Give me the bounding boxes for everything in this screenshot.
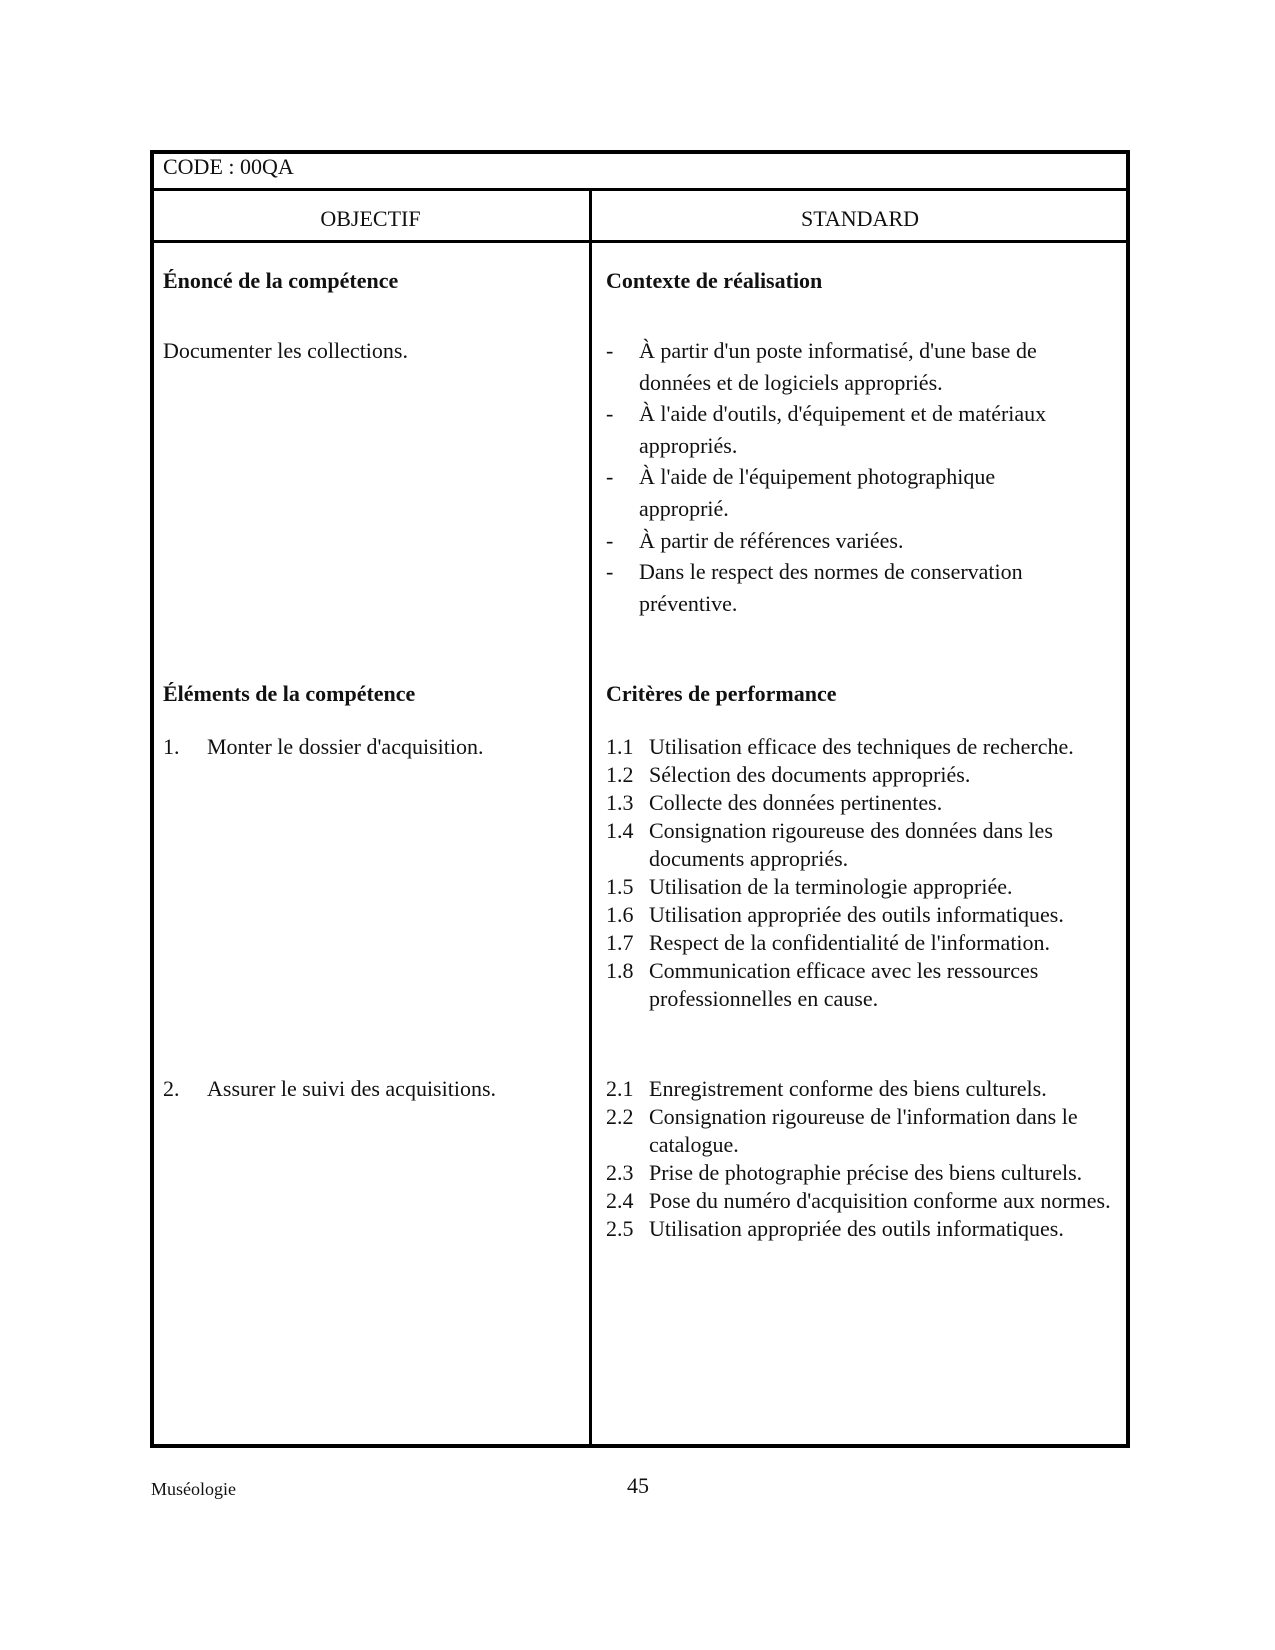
column-divider: [589, 188, 592, 1446]
item-text: À l'aide d'outils, d'équipement et de matériaux appropriés.: [639, 401, 1047, 458]
item-num: 1.2: [606, 762, 634, 787]
item-num: 1.6: [606, 902, 634, 927]
item-text: Dans le respect des normes de conservation préventive.: [639, 559, 1023, 616]
list-item: [606, 733, 1116, 761]
item-text: Utilisation appropriée des outils informatiques.: [649, 902, 1064, 927]
item-text: Utilisation appropriée des outils informatiques.: [649, 1216, 1064, 1241]
item-text: Utilisation de la terminologie appropriée.: [649, 874, 1013, 899]
list-item: [606, 817, 1116, 873]
item-num: 2.1: [606, 1076, 634, 1101]
list-item: [606, 1075, 1116, 1103]
list-item: [606, 335, 1076, 398]
list-item: [606, 901, 1116, 929]
item-num: 2.2: [606, 1104, 634, 1129]
element-1-text: Monter le dossier d'acquisition.: [207, 734, 484, 759]
list-item: [606, 873, 1116, 901]
item-num: 1.3: [606, 790, 634, 815]
item-text: À partir de références variées.: [639, 527, 904, 553]
list-item: [606, 761, 1116, 789]
bullet-mark: -: [606, 527, 614, 553]
item-num: 1.8: [606, 958, 634, 983]
code-label: CODE : 00QA: [163, 154, 294, 179]
list-item: [606, 556, 1076, 619]
enonce-title: Énoncé de la compétence: [163, 268, 399, 293]
item-num: 2.4: [606, 1188, 634, 1213]
item-text: Prise de photographie précise des biens culturels.: [649, 1160, 1083, 1185]
item-text: Pose du numéro d'acquisition conforme aux normes.: [649, 1188, 1111, 1213]
list-item: [606, 461, 1076, 524]
item-text: Communication efficace avec les ressources professionnelles en cause.: [649, 958, 1039, 1011]
item-text: À partir d'un poste informatisé, d'une base de données et de logiciels appropriés.: [639, 338, 1037, 395]
list-item: [606, 398, 1076, 461]
bullet-mark: -: [606, 401, 614, 427]
item-num: 1.4: [606, 818, 634, 843]
criteres-list-1: [606, 733, 1116, 1013]
criteres-title: Critères de performance: [606, 681, 837, 706]
list-item: [606, 789, 1116, 817]
bullet-mark: -: [606, 464, 614, 490]
element-2-text: Assurer le suivi des acquisitions.: [207, 1076, 497, 1101]
list-item: [606, 1215, 1116, 1243]
element-1-num: 1.: [163, 734, 180, 759]
list-item: [606, 929, 1116, 957]
item-text: Sélection des documents appropriés.: [649, 762, 971, 787]
bullet-mark: -: [606, 338, 614, 363]
bullet-mark: -: [606, 559, 614, 585]
item-num: 1.7: [606, 930, 634, 955]
list-item: [606, 1187, 1116, 1215]
criteres-list-2: [606, 1075, 1116, 1243]
enonce-text: Documenter les collections.: [163, 338, 408, 363]
page-number: 45: [627, 1473, 649, 1498]
elements-title: Éléments de la compétence: [163, 681, 416, 706]
item-num: 1.1: [606, 734, 634, 759]
contexte-list: [606, 335, 1076, 619]
element-2-num: 2.: [163, 1076, 180, 1101]
footer-title: Muséologie: [151, 1479, 236, 1499]
contexte-title: Contexte de réalisation: [606, 268, 823, 293]
item-text: Enregistrement conforme des biens culturels.: [649, 1076, 1047, 1101]
item-text: À l'aide de l'équipement photographique approprié.: [639, 464, 996, 521]
item-text: Collecte des données pertinentes.: [649, 790, 943, 815]
list-item: [606, 525, 1076, 557]
item-text: Consignation rigoureuse de l'information dans le catalogue.: [649, 1104, 1078, 1157]
list-item: [606, 1103, 1116, 1159]
header-standard: STANDARD: [800, 206, 920, 231]
item-text: Consignation rigoureuse des données dans les documents appropriés.: [649, 818, 1053, 871]
item-text: Utilisation efficace des techniques de recherche.: [649, 734, 1074, 759]
list-item: [606, 957, 1116, 1013]
item-num: 1.5: [606, 874, 634, 899]
header-objectif: OBJECTIF: [320, 206, 421, 231]
item-text: Respect de la confidentialité de l'information.: [649, 930, 1051, 955]
list-item: [606, 1159, 1116, 1187]
divider: [150, 188, 1130, 191]
item-num: 2.5: [606, 1216, 634, 1241]
item-num: 2.3: [606, 1160, 634, 1185]
divider: [150, 240, 1130, 243]
